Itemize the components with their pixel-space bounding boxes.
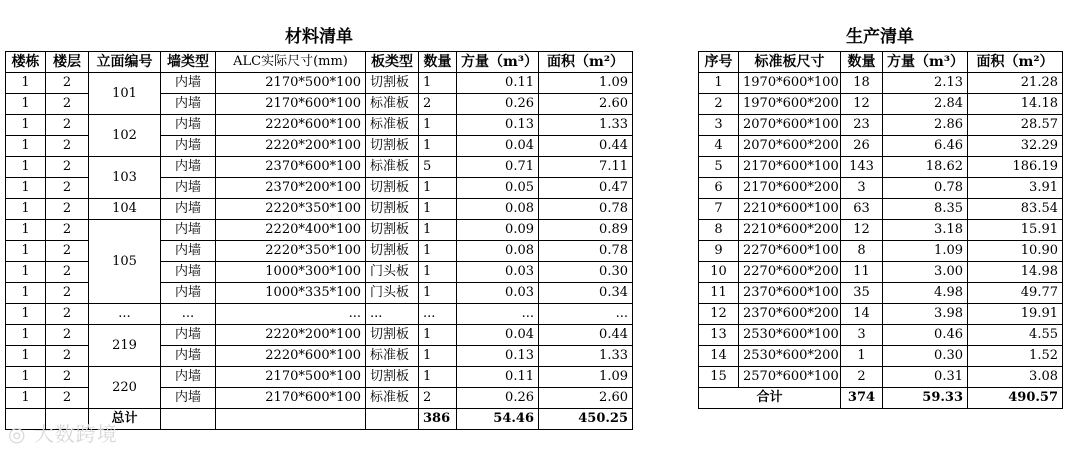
floor-cell: 2 — [46, 157, 89, 178]
alc-size-cell: 2220*200*100 — [216, 325, 366, 346]
standard-size-cell: 1970*600*100 — [739, 73, 841, 94]
area-cell: 14.98 — [968, 262, 1063, 283]
alc-size-cell: 2220*350*100 — [216, 241, 366, 262]
quantity-cell: 1 — [419, 220, 457, 241]
table-row — [699, 136, 1063, 157]
table-row — [699, 157, 1063, 178]
material-header-row — [6, 52, 633, 73]
area-cell: 0.47 — [539, 178, 633, 199]
volume-cell: 0.04 — [457, 136, 539, 157]
quantity-cell: 5 — [419, 157, 457, 178]
volume-cell: 0.71 — [457, 157, 539, 178]
building-cell: 1 — [6, 304, 46, 325]
board-type-cell: 切割板 — [366, 178, 419, 199]
volume-cell: 3.98 — [883, 304, 968, 325]
quantity-cell: ... — [419, 304, 457, 325]
quantity-cell: 63 — [841, 199, 883, 220]
volume-cell: 3.00 — [883, 262, 968, 283]
seq-cell: 4 — [699, 136, 739, 157]
building-cell: 1 — [6, 73, 46, 94]
area-cell: 3.91 — [968, 178, 1063, 199]
building-cell: 1 — [6, 367, 46, 388]
quantity-cell: 1 — [419, 73, 457, 94]
standard-size-cell: 2530*600*100 — [739, 325, 841, 346]
seq-cell: 11 — [699, 283, 739, 304]
alc-size-cell: 2170*500*100 — [216, 73, 366, 94]
quantity-cell: 14 — [841, 304, 883, 325]
area-cell: 7.11 — [539, 157, 633, 178]
alc-size-cell: 2220*200*100 — [216, 136, 366, 157]
wall-type-cell: 内墙 — [161, 73, 216, 94]
col-header-building: 楼栋 — [6, 52, 46, 73]
floor-cell: 2 — [46, 304, 89, 325]
elevation-no-cell: 102 — [89, 115, 161, 157]
alc-size-cell: 2170*600*100 — [216, 94, 366, 115]
area-cell: 0.34 — [539, 283, 633, 304]
production-list-title: 生产清单 — [846, 27, 914, 47]
alc-size-cell: 2220*600*100 — [216, 346, 366, 367]
quantity-cell: 1 — [419, 115, 457, 136]
seq-cell: 12 — [699, 304, 739, 325]
floor-cell: 2 — [46, 241, 89, 262]
watermark-logo — [8, 418, 118, 447]
standard-size-cell: 2370*600*200 — [739, 304, 841, 325]
area-cell: 2.60 — [539, 94, 633, 115]
standard-size-cell: 2270*600*100 — [739, 241, 841, 262]
quantity-cell: 1 — [841, 346, 883, 367]
table-row — [699, 346, 1063, 367]
building-cell: 1 — [6, 199, 46, 220]
table-row — [699, 178, 1063, 199]
alc-size-cell: 2370*200*100 — [216, 178, 366, 199]
volume-cell: 0.31 — [883, 367, 968, 388]
volume-cell: 0.09 — [457, 220, 539, 241]
table-row — [699, 304, 1063, 325]
elevation-no-cell: ... — [89, 304, 161, 325]
building-cell: 1 — [6, 220, 46, 241]
table-row — [6, 304, 633, 325]
floor-cell: 2 — [46, 136, 89, 157]
floor-cell: 2 — [46, 283, 89, 304]
area-cell: 83.54 — [968, 199, 1063, 220]
wall-type-cell: 内墙 — [161, 115, 216, 136]
quantity-cell: 3 — [841, 178, 883, 199]
col-header-standard-size: 标准板尺寸 — [739, 52, 841, 73]
wall-type-cell: 内墙 — [161, 199, 216, 220]
quantity-cell: 26 — [841, 136, 883, 157]
quantity-cell: 2 — [419, 388, 457, 409]
seq-cell: 15 — [699, 367, 739, 388]
quantity-cell: 2 — [841, 367, 883, 388]
wall-type-cell: 内墙 — [161, 178, 216, 199]
table-row — [699, 367, 1063, 388]
volume-cell: 0.13 — [457, 346, 539, 367]
col-header-quantity: 数量 — [841, 52, 883, 73]
board-type-cell: ... — [366, 304, 419, 325]
seq-cell: 7 — [699, 199, 739, 220]
total-volume: 54.46 — [457, 409, 539, 430]
empty-cell — [366, 409, 419, 430]
volume-cell: 1.09 — [883, 241, 968, 262]
material-list-table — [5, 51, 633, 430]
seq-cell: 10 — [699, 262, 739, 283]
area-cell: 0.89 — [539, 220, 633, 241]
quantity-cell: 1 — [419, 136, 457, 157]
volume-cell: 0.11 — [457, 73, 539, 94]
volume-cell: 2.84 — [883, 94, 968, 115]
standard-size-cell: 2170*600*200 — [739, 178, 841, 199]
table-row — [6, 325, 633, 346]
board-type-cell: 标准板 — [366, 157, 419, 178]
alc-size-cell: 2170*500*100 — [216, 367, 366, 388]
volume-cell: 0.26 — [457, 388, 539, 409]
board-type-cell: 标准板 — [366, 94, 419, 115]
volume-cell: 0.08 — [457, 199, 539, 220]
area-cell: 1.09 — [539, 73, 633, 94]
quantity-cell: 2 — [419, 94, 457, 115]
board-type-cell: 标准板 — [366, 346, 419, 367]
wall-type-cell: 内墙 — [161, 346, 216, 367]
standard-size-cell: 1970*600*200 — [739, 94, 841, 115]
table-row — [6, 367, 633, 388]
total-area: 450.25 — [539, 409, 633, 430]
elevation-no-cell: 101 — [89, 73, 161, 115]
volume-cell: 8.35 — [883, 199, 968, 220]
volume-cell: ... — [457, 304, 539, 325]
area-cell: 10.90 — [968, 241, 1063, 262]
area-cell: 15.91 — [968, 220, 1063, 241]
alc-size-cell: 1000*335*100 — [216, 283, 366, 304]
wall-type-cell: 内墙 — [161, 367, 216, 388]
seq-cell: 5 — [699, 157, 739, 178]
board-type-cell: 标准板 — [366, 115, 419, 136]
table-row — [699, 325, 1063, 346]
area-cell: 19.91 — [968, 304, 1063, 325]
quantity-cell: 1 — [419, 262, 457, 283]
area-cell: 0.78 — [539, 241, 633, 262]
standard-size-cell: 2070*600*200 — [739, 136, 841, 157]
floor-cell: 2 — [46, 94, 89, 115]
production-list-table — [698, 51, 1063, 409]
alc-size-cell: 2220*600*100 — [216, 115, 366, 136]
standard-size-cell: 2370*600*100 — [739, 283, 841, 304]
floor-cell: 2 — [46, 262, 89, 283]
quantity-cell: 12 — [841, 94, 883, 115]
area-cell: 0.44 — [539, 136, 633, 157]
seq-cell: 6 — [699, 178, 739, 199]
table-row — [699, 262, 1063, 283]
volume-cell: 0.05 — [457, 178, 539, 199]
board-type-cell: 门头板 — [366, 283, 419, 304]
area-cell: 186.19 — [968, 157, 1063, 178]
board-type-cell: 切割板 — [366, 199, 419, 220]
volume-cell: 0.26 — [457, 94, 539, 115]
standard-size-cell: 2210*600*200 — [739, 220, 841, 241]
seq-cell: 14 — [699, 346, 739, 367]
alc-size-cell: 1000*300*100 — [216, 262, 366, 283]
quantity-cell: 8 — [841, 241, 883, 262]
wall-type-cell: 内墙 — [161, 325, 216, 346]
volume-cell: 2.13 — [883, 73, 968, 94]
empty-cell — [216, 409, 366, 430]
building-cell: 1 — [6, 157, 46, 178]
standard-size-cell: 2530*600*200 — [739, 346, 841, 367]
quantity-cell: 143 — [841, 157, 883, 178]
total-row — [699, 388, 1063, 409]
alc-size-cell: 2370*600*100 — [216, 157, 366, 178]
board-type-cell: 切割板 — [366, 136, 419, 157]
wall-type-cell: 内墙 — [161, 220, 216, 241]
quantity-cell: 1 — [419, 283, 457, 304]
area-cell: 32.29 — [968, 136, 1063, 157]
board-type-cell: 门头板 — [366, 262, 419, 283]
quantity-cell: 3 — [841, 325, 883, 346]
area-cell: 28.57 — [968, 115, 1063, 136]
col-header-quantity: 数量 — [419, 52, 457, 73]
table-row — [699, 241, 1063, 262]
col-header-alc-size: ALC实际尺寸(mm) — [216, 52, 366, 73]
quantity-cell: 1 — [419, 325, 457, 346]
volume-cell: 4.98 — [883, 283, 968, 304]
col-header-wall-type: 墙类型 — [161, 52, 216, 73]
area-cell: 2.60 — [539, 388, 633, 409]
area-cell: 1.52 — [968, 346, 1063, 367]
quantity-cell: 1 — [419, 367, 457, 388]
col-header-seq: 序号 — [699, 52, 739, 73]
area-cell: 4.55 — [968, 325, 1063, 346]
col-header-area: 面积（m²） — [968, 52, 1063, 73]
wall-type-cell: 内墙 — [161, 262, 216, 283]
seq-cell: 2 — [699, 94, 739, 115]
table-row — [6, 199, 633, 220]
table-row — [699, 115, 1063, 136]
building-cell: 1 — [6, 241, 46, 262]
area-cell: 1.33 — [539, 115, 633, 136]
seq-cell: 13 — [699, 325, 739, 346]
quantity-cell: 35 — [841, 283, 883, 304]
floor-cell: 2 — [46, 199, 89, 220]
building-cell: 1 — [6, 388, 46, 409]
quantity-cell: 1 — [419, 199, 457, 220]
area-cell: 0.30 — [539, 262, 633, 283]
alc-size-cell: 2170*600*100 — [216, 388, 366, 409]
wall-type-cell: 内墙 — [161, 388, 216, 409]
col-header-volume: 方量（m³） — [883, 52, 968, 73]
col-header-elevation-no: 立面编号 — [89, 52, 161, 73]
alc-size-cell: 2220*350*100 — [216, 199, 366, 220]
area-cell: 3.08 — [968, 367, 1063, 388]
total-label: 合计 — [699, 388, 841, 409]
building-cell: 1 — [6, 178, 46, 199]
watermark-icon: ◎ — [8, 422, 27, 446]
floor-cell: 2 — [46, 325, 89, 346]
volume-cell: 0.46 — [883, 325, 968, 346]
table-row — [6, 115, 633, 136]
total-volume: 59.33 — [883, 388, 968, 409]
building-cell: 1 — [6, 346, 46, 367]
table-row — [6, 157, 633, 178]
area-cell: 14.18 — [968, 94, 1063, 115]
volume-cell: 0.78 — [883, 178, 968, 199]
table-row — [699, 220, 1063, 241]
elevation-no-cell: 220 — [89, 367, 161, 409]
standard-size-cell: 2570*600*100 — [739, 367, 841, 388]
production-header-row — [699, 52, 1063, 73]
board-type-cell: 切割板 — [366, 367, 419, 388]
volume-cell: 0.30 — [883, 346, 968, 367]
elevation-no-cell: 104 — [89, 199, 161, 220]
area-cell: 49.77 — [968, 283, 1063, 304]
quantity-cell: 1 — [419, 178, 457, 199]
building-cell: 1 — [6, 94, 46, 115]
board-type-cell: 切割板 — [366, 73, 419, 94]
alc-size-cell: ... — [216, 304, 366, 325]
total-quantity: 386 — [419, 409, 457, 430]
elevation-no-cell: 219 — [89, 325, 161, 367]
volume-cell: 18.62 — [883, 157, 968, 178]
building-cell: 1 — [6, 136, 46, 157]
area-cell: 0.44 — [539, 325, 633, 346]
watermark-text: 大数跨境 — [33, 422, 118, 446]
volume-cell: 0.04 — [457, 325, 539, 346]
standard-size-cell: 2210*600*100 — [739, 199, 841, 220]
wall-type-cell: 内墙 — [161, 94, 216, 115]
floor-cell: 2 — [46, 346, 89, 367]
wall-type-cell: 内墙 — [161, 136, 216, 157]
material-list-title: 材料清单 — [285, 27, 353, 47]
area-cell: 1.33 — [539, 346, 633, 367]
building-cell: 1 — [6, 262, 46, 283]
floor-cell: 2 — [46, 367, 89, 388]
area-cell: 1.09 — [539, 367, 633, 388]
seq-cell: 9 — [699, 241, 739, 262]
standard-size-cell: 2270*600*200 — [739, 262, 841, 283]
volume-cell: 6.46 — [883, 136, 968, 157]
total-label: 总计 — [89, 409, 161, 430]
area-cell: ... — [539, 304, 633, 325]
floor-cell: 2 — [46, 220, 89, 241]
table-row — [699, 283, 1063, 304]
quantity-cell: 11 — [841, 262, 883, 283]
col-header-volume: 方量（m³） — [457, 52, 539, 73]
volume-cell: 0.13 — [457, 115, 539, 136]
building-cell: 1 — [6, 325, 46, 346]
seq-cell: 1 — [699, 73, 739, 94]
floor-cell: 2 — [46, 388, 89, 409]
table-row — [6, 73, 633, 94]
alc-size-cell: 2220*400*100 — [216, 220, 366, 241]
volume-cell: 3.18 — [883, 220, 968, 241]
col-header-floor: 楼层 — [46, 52, 89, 73]
floor-cell: 2 — [46, 73, 89, 94]
volume-cell: 0.08 — [457, 241, 539, 262]
volume-cell: 0.03 — [457, 262, 539, 283]
total-quantity: 374 — [841, 388, 883, 409]
floor-cell: 2 — [46, 178, 89, 199]
seq-cell: 3 — [699, 115, 739, 136]
table-row — [699, 73, 1063, 94]
quantity-cell: 23 — [841, 115, 883, 136]
board-type-cell: 切割板 — [366, 220, 419, 241]
floor-cell: 2 — [46, 115, 89, 136]
empty-cell — [161, 409, 216, 430]
volume-cell: 2.86 — [883, 115, 968, 136]
area-cell: 21.28 — [968, 73, 1063, 94]
wall-type-cell: ... — [161, 304, 216, 325]
board-type-cell: 切割板 — [366, 325, 419, 346]
quantity-cell: 12 — [841, 220, 883, 241]
wall-type-cell: 内墙 — [161, 283, 216, 304]
standard-size-cell: 2170*600*100 — [739, 157, 841, 178]
board-type-cell: 切割板 — [366, 241, 419, 262]
table-row — [699, 94, 1063, 115]
quantity-cell: 1 — [419, 241, 457, 262]
seq-cell: 8 — [699, 220, 739, 241]
volume-cell: 0.11 — [457, 367, 539, 388]
wall-type-cell: 内墙 — [161, 241, 216, 262]
total-area: 490.57 — [968, 388, 1063, 409]
table-row — [699, 199, 1063, 220]
standard-size-cell: 2070*600*100 — [739, 115, 841, 136]
quantity-cell: 1 — [419, 346, 457, 367]
elevation-no-cell: 103 — [89, 157, 161, 199]
col-header-area: 面积（m²） — [539, 52, 633, 73]
table-row — [6, 220, 633, 241]
area-cell: 0.78 — [539, 199, 633, 220]
col-header-board-type: 板类型 — [366, 52, 419, 73]
board-type-cell: 标准板 — [366, 388, 419, 409]
volume-cell: 0.03 — [457, 283, 539, 304]
elevation-no-cell: 105 — [89, 220, 161, 304]
quantity-cell: 18 — [841, 73, 883, 94]
building-cell: 1 — [6, 283, 46, 304]
building-cell: 1 — [6, 115, 46, 136]
wall-type-cell: 内墙 — [161, 157, 216, 178]
